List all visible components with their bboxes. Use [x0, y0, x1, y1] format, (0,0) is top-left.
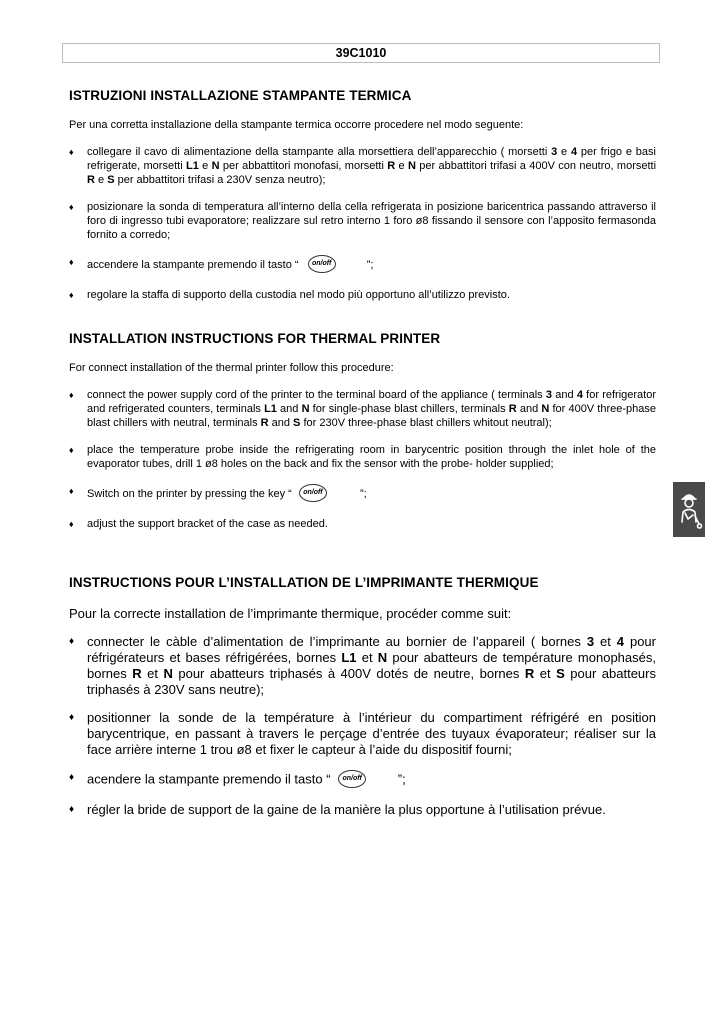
section-title-italian: ISTRUZIONI INSTALLAZIONE STAMPANTE TERMICA — [69, 88, 412, 103]
step-power-on: ♦ accendere la stampante premendo il tasto “ on/off ”; — [69, 255, 656, 275]
bullet-icon: ♦ — [69, 257, 74, 267]
step-wiring: ♦ connect the power supply cord of the printer to the terminal board of the appliance ( terminals 3 and 4 for refrigerator and refrigerated counters, terminals L1 and N for single-phase blast chillers, terminals R and N for 400V three-phase blast chillers with neutral, terminals R and S for 230V three-phase blast chillers whitout neutral); — [69, 389, 657, 429]
steps-french — [69, 634, 656, 818]
intro-italian: Per una corretta installazione della stampante termica occorre procedere nel modo seguente: — [69, 119, 524, 131]
bullet-icon: ♦ — [69, 519, 74, 529]
bullet-icon: ♦ — [69, 772, 75, 783]
step-probe: ♦ posizionare la sonda di temperatura all’interno della cella refrigerata in posizione baricentrica passando attraverso il foro di ingresso tubi evaporatore; realizzare sul retro interno 1 foro ø8 fissando il sensore con l’apposito fermasonda fornito a corredo; — [69, 201, 656, 241]
bullet-icon: ♦ — [69, 202, 74, 212]
on-off-key-icon: on/off — [299, 484, 327, 502]
section-side-tab — [673, 482, 705, 537]
section-italian — [69, 88, 656, 315]
step-power-on: ♦ Switch on the printer by pressing the key “ on/off ”; — [69, 484, 656, 504]
section-title-french: INSTRUCTIONS POUR L’INSTALLATION DE L’IMPRIMANTE THERMIQUE — [69, 575, 539, 590]
step-wiring: ♦ collegare il cavo di alimentazione della stampante alla morsettiera dell’apparecchio ( morsetti 3 e 4 per frigo e basi refrigerate, morsetti L1 e N per abbattitori monofasi, morsetti R e N per abbattitori trifasi a 400V con neutro, morsetti R e S per abbattitori trifasi a 230V senza neutro); — [69, 146, 657, 186]
document-code: 39C1010 — [62, 43, 660, 63]
bullet-icon: ♦ — [69, 147, 74, 157]
bullet-icon: ♦ — [69, 290, 74, 300]
section-title-english: INSTALLATION INSTRUCTIONS FOR THERMAL PRINTER — [69, 331, 441, 346]
section-english — [69, 331, 656, 544]
step-probe: ♦ place the temperature probe inside the refrigerating room in barycentric position through the inlet hole of the evaporator tubes, drill 1 ø8 holes on the back and fix the sensor with the probe- holder supplied; — [69, 444, 656, 470]
on-off-key-icon: on/off — [308, 255, 336, 273]
step-wiring: ♦ connecter le càble d’alimentation de l’imprimante au bornier de l’appareil ( bornes 3 et 4 pour réfrigérateurs et bases réfrigérées, bornes L1 et N pour abatteurs de température monophasés, bornes R et N pour abatteurs triphasés à 400V dotés de neutre, bornes R et S pour abatteurs triphasés à 230V sans neutre); — [69, 634, 656, 697]
section-french — [69, 575, 656, 830]
technician-icon — [673, 482, 705, 537]
bullet-icon: ♦ — [69, 390, 74, 400]
step-power-on: ♦ acendere la stampante premendo il tasto “ on/off ”; — [69, 771, 406, 787]
bullet-icon: ♦ — [69, 712, 75, 723]
intro-english: For connect installation of the thermal printer follow this procedure: — [69, 362, 394, 374]
step-probe: ♦ positionner la sonde de la température à l’intérieur du compartiment réfrigéré en position barycentrique, en passant à travers le perçage d’entrée des tuyaux évaporateur; réaliser sur la face arrière interne 1 trou ø8 et fixer le capteur à l’aide du dispositif fourni; — [69, 710, 656, 757]
on-off-key-icon: on/off — [338, 770, 366, 788]
bullet-icon: ♦ — [69, 445, 74, 455]
step-bracket: ♦ adjust the support bracket of the case as needed. — [69, 518, 328, 530]
bullet-icon: ♦ — [69, 804, 75, 815]
bullet-icon: ♦ — [69, 486, 74, 496]
intro-french: Pour la correcte installation de l’imprimante thermique, procéder comme suit: — [69, 606, 512, 621]
bullet-icon: ♦ — [69, 636, 75, 647]
steps-italian — [69, 145, 656, 302]
step-bracket: ♦ regolare la staffa di supporto della custodia nel modo più opportuno all’utilizzo previsto. — [69, 289, 510, 301]
steps-english — [69, 388, 656, 531]
step-bracket: ♦ régler la bride de support de la gaine de la manière la plus opportune à l’utilisation prévue. — [69, 802, 606, 817]
